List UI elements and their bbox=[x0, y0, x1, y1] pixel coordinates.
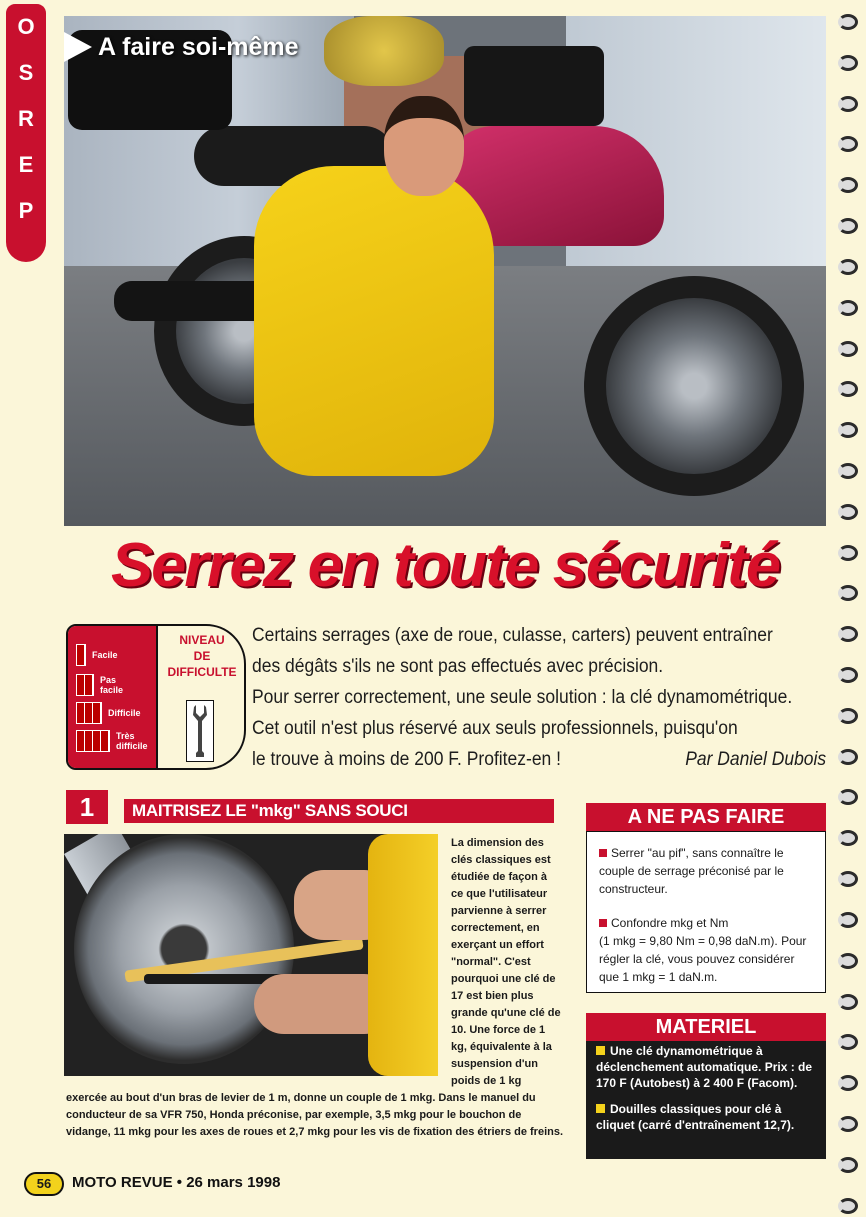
kicker bbox=[64, 30, 299, 64]
materiel-item: Douilles classiques pour clé à cliquet (carré d'entraînement 12,7). bbox=[596, 1102, 795, 1132]
tab-letter: R bbox=[18, 106, 34, 131]
wrench-icon bbox=[76, 730, 110, 752]
wrench-icon bbox=[76, 674, 94, 696]
photo-torque-wrench bbox=[64, 834, 438, 1076]
byline: Par Daniel Dubois bbox=[685, 749, 826, 770]
tab-letter: S bbox=[18, 60, 34, 85]
section-number: 1 bbox=[66, 790, 108, 824]
difficulty-level: Facile bbox=[76, 644, 118, 666]
footer-separator: • bbox=[176, 1174, 183, 1191]
hero-photo-motorcycle bbox=[64, 16, 826, 526]
wrench-icon bbox=[76, 644, 86, 666]
difficulty-box bbox=[66, 624, 246, 770]
body-text: exercée au bout d'un bras de levier de 1 m, donne un couple de 1 mkg. Dans le manuel du conducteur de sa VFR 750, Honda préconise, par exemple, 3,5 mkg pour le bouchon de vidange, 11 mkg pour les axes de roues et 2,7 mkg pour les vis de fixation des étriers de freins. bbox=[66, 1092, 564, 1138]
magazine-name: MOTO REVUE bbox=[72, 1174, 173, 1191]
bullet-icon bbox=[599, 919, 607, 927]
play-arrow-icon bbox=[64, 32, 92, 62]
section-title: MAITRISEZ LE "mkg" SANS SOUCI bbox=[124, 799, 554, 823]
difficulty-level: Difficile bbox=[76, 702, 141, 724]
ne-pas-faire-item-head: Confondre mkg et Nm bbox=[611, 916, 729, 930]
materiel-item: Une clé dynamométrique à déclenchement automatique. Prix : de 170 F (Autobest) à 2 400 F (Facom). bbox=[596, 1044, 813, 1090]
wrench-icon bbox=[186, 700, 214, 762]
difficulty-scale bbox=[68, 626, 158, 770]
column-text: La dimension des clés classiques est étudiée de façon à ce que l'utilisateur parvienne à serrer correctement, en exerçant un effort "normal". C'est pourquoi une clé de 17 est bien plus grande qu'une clé de 10. Une force de 1 kg, équivalente à la suspension d'un poids de 1 kg bbox=[451, 837, 561, 1087]
tab-letter: P bbox=[18, 198, 34, 223]
bullet-icon bbox=[596, 1104, 605, 1113]
ne-pas-faire-title: A NE PAS FAIRE bbox=[586, 803, 826, 831]
article-headline: Serrez en toute sécurité bbox=[110, 531, 780, 600]
ne-pas-faire-box bbox=[586, 831, 826, 993]
difficulty-title: NIVEAU DE DIFFICULTE bbox=[167, 633, 237, 679]
tab-letter: E bbox=[18, 152, 34, 177]
bullet-icon bbox=[599, 849, 607, 857]
difficulty-level: Très difficile bbox=[76, 730, 150, 752]
materiel-box bbox=[586, 1041, 826, 1159]
issue-date: 26 mars 1998 bbox=[186, 1174, 281, 1191]
difficulty-level: Pas facile bbox=[76, 674, 134, 696]
kicker-text: A faire soi-même bbox=[98, 32, 299, 61]
ne-pas-faire-item: Serrer "au pif", sans connaître le couple de serrage préconisé par le constructeur. bbox=[599, 846, 784, 896]
wrench-icon bbox=[76, 702, 102, 724]
spiral-binding bbox=[838, 14, 860, 1214]
materiel-title: MATERIEL bbox=[586, 1013, 826, 1041]
intro-paragraph: Certains serrages (axe de roue, culasse, carters) peuvent entraîner des dégâts s'ils ne sont pas effectués avec précision. Pour serrer correctement, une seule solution : la clé dynamométrique. Cet outil n'est plus réservé aux seuls professionnels, puisqu'on le trouve à moins de 200 F. Profitez-en ! bbox=[252, 625, 793, 770]
ne-pas-faire-item-body: (1 mkg = 9,80 Nm = 0,98 daN.m). Pour régler la clé, vous pouvez considérer que 1 mkg = 1 daN.m. bbox=[599, 934, 807, 984]
section-tab-perso bbox=[6, 4, 46, 262]
footer bbox=[72, 1174, 280, 1191]
tab-letter: O bbox=[17, 14, 35, 39]
bullet-icon bbox=[596, 1046, 605, 1055]
page-number: 56 bbox=[24, 1172, 64, 1196]
